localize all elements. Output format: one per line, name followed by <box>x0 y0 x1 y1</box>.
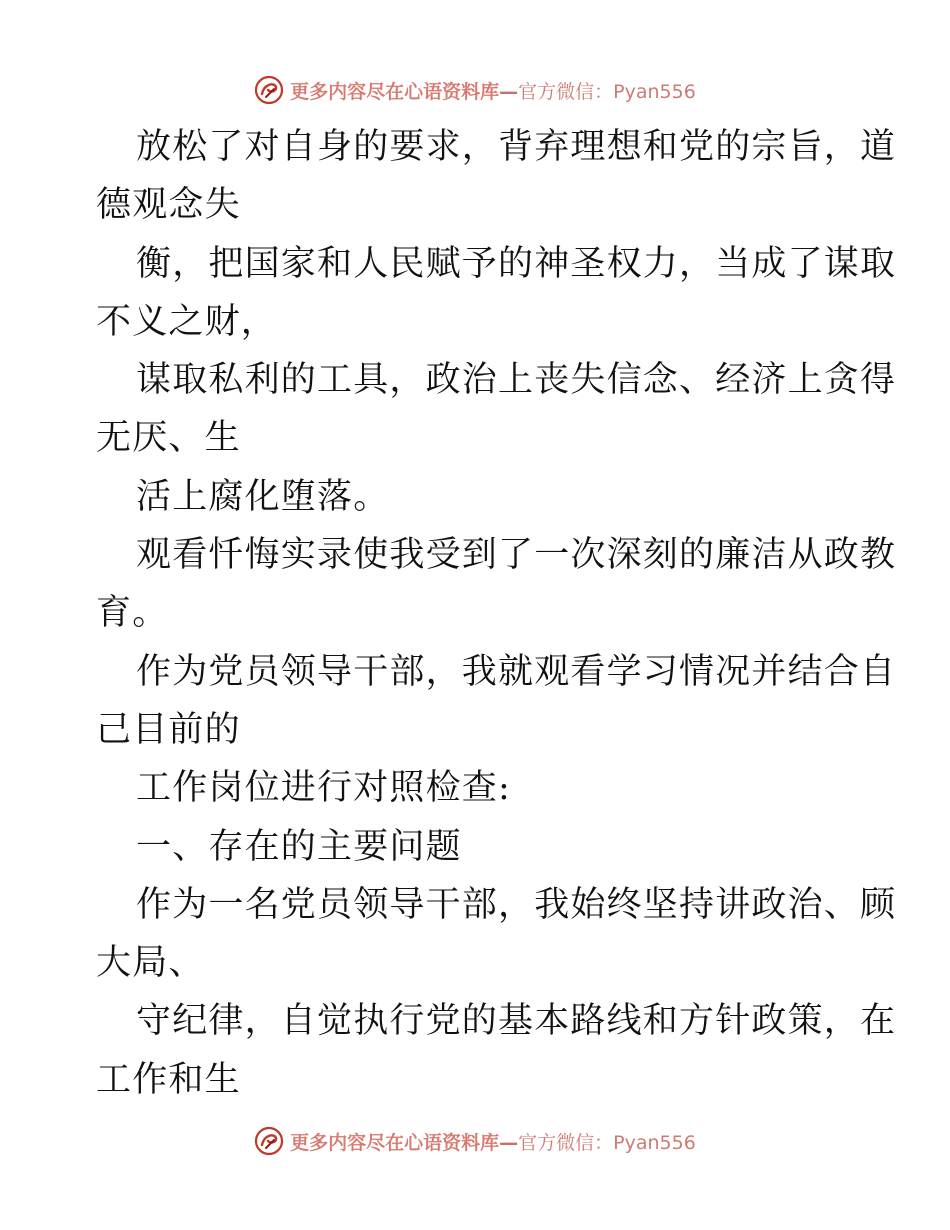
text-line: 谋取私利的工具，政治上丧失信念、经济上贪得 <box>136 360 897 401</box>
watermark-main-text: 更多内容尽在心语资料库 <box>290 80 500 103</box>
text-line: 守纪律，自觉执行党的基本路线和方针政策，在 <box>136 1001 897 1042</box>
text-line: 活上腐化堕落。 <box>136 476 390 517</box>
text-line: 衡，把国家和人民赋予的神圣权力，当成了谋取 <box>136 243 897 284</box>
text-line: 大局、 <box>96 943 205 984</box>
watermark-header <box>0 70 950 110</box>
text-line: 德观念失 <box>96 185 241 226</box>
swirl-logo-icon <box>254 75 284 105</box>
watermark-footer <box>0 1121 950 1161</box>
text-line: 观看忏悔实录使我受到了一次深刻的廉洁从政教 <box>136 535 897 576</box>
text-line: 己目前的 <box>96 709 241 750</box>
text-line: 放松了对自身的要求，背弃理想和党的宗旨，道 <box>136 127 897 167</box>
text-line: 一、存在的主要问题 <box>136 826 462 867</box>
text-line: 作为一名党员领导干部，我始终坚持讲政治、顾 <box>136 884 897 925</box>
text-line: 工作岗位进行对照检查: <box>136 768 511 809</box>
watermark-separator: — <box>499 1131 519 1154</box>
document-body <box>96 118 897 1109</box>
swirl-logo-icon <box>254 1126 284 1156</box>
watermark-wechat: 官方微信：Pyan556 <box>518 1131 696 1154</box>
watermark-main-text: 更多内容尽在心语资料库 <box>290 1131 500 1154</box>
text-line: 无厌、生 <box>96 418 241 459</box>
text-line: 不义之财， <box>96 301 278 342</box>
text-line: 作为党员领导干部，我就观看学习情况并结合自 <box>136 651 897 692</box>
watermark-wechat: 官方微信：Pyan556 <box>518 80 696 103</box>
watermark-separator: — <box>499 80 519 103</box>
text-line: 育。 <box>96 593 169 634</box>
text-line: 工作和生 <box>96 1059 241 1100</box>
